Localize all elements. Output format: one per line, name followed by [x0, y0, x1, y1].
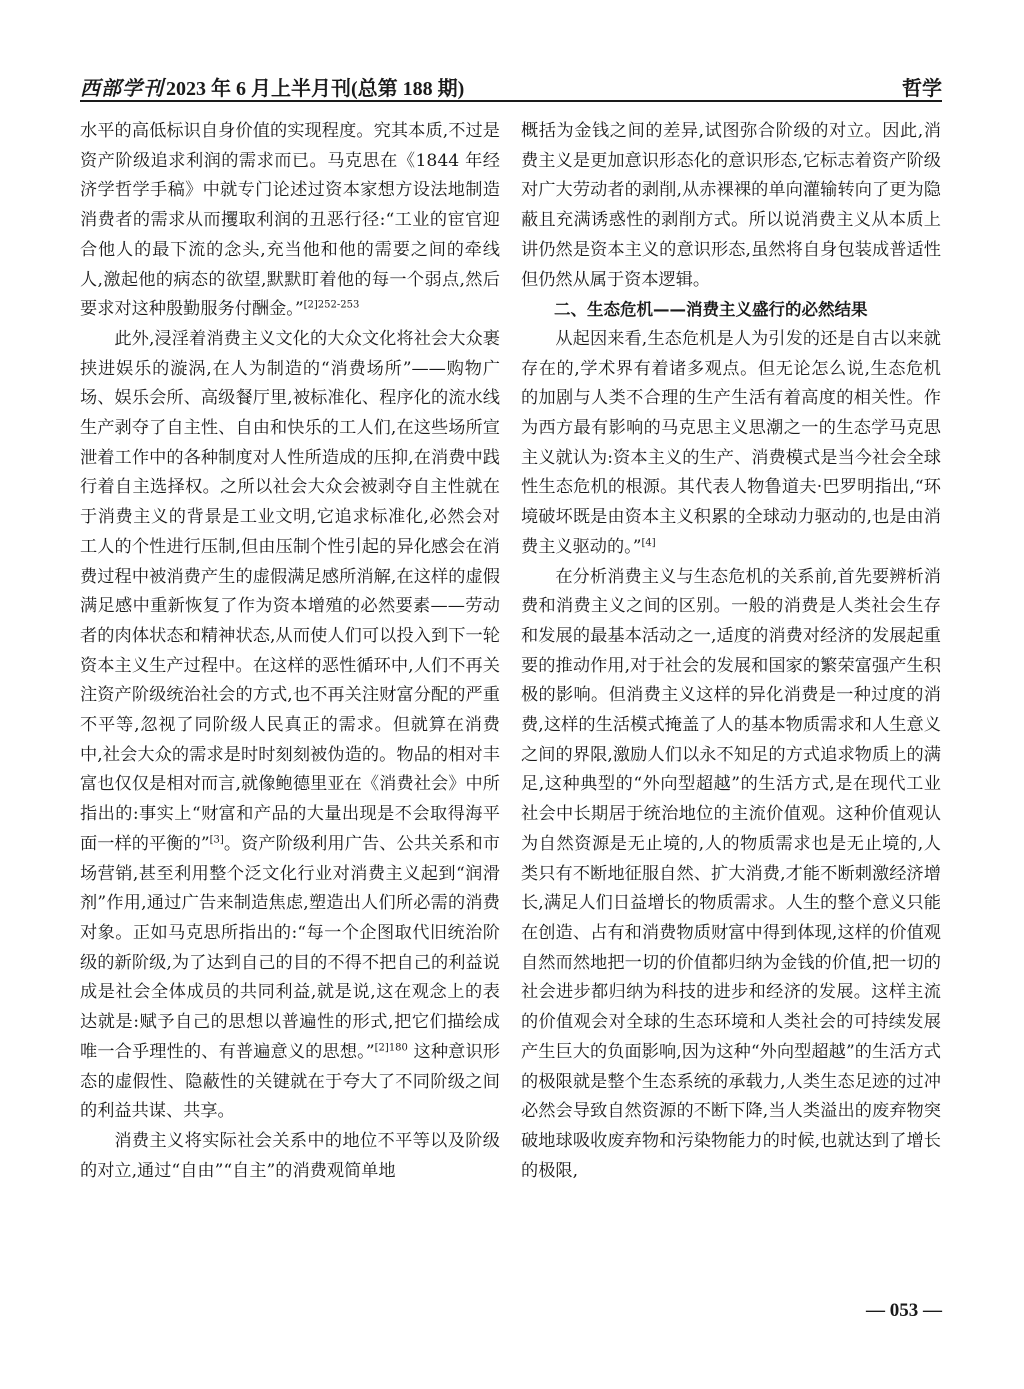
citation: [2]252-253 [303, 299, 360, 311]
right-column [521, 117, 941, 1186]
paragraph-text: 。资产阶级利用广告、公共关系和市场营销,甚至利用整个泛文化行业对消费主义起到“润滑剂”作用,通过广告来制造焦虑,塑造出人们所必需的消费对象。正如马克思所指出的:“每一个企图取代旧统治阶级的新阶级,为了达到自己的目的不得不把自己的利益说成是社会全体成员的共同利益,就是说,这在观念上的表达就是:赋予自己的思想以普遍性的形式,把它们描绘成唯一合乎理性的、有普遍意义的思想。” [80, 833, 500, 1062]
paragraph [80, 325, 500, 1127]
page-number: — 053 — [866, 1300, 942, 1321]
section-label: 哲学 [902, 78, 942, 100]
left-column [80, 117, 500, 1186]
issue-info: 2023 年 6 月上半月刊(总第 188 期) [166, 78, 465, 100]
citation: [2]180 [374, 1042, 408, 1054]
paragraph-text: 从起因来看,生态危机是人为引发的还是自古以来就存在的,学术界有着诸多观点。但无论怎么说,生态危机的加剧与人类不合理的生产生活有着高度的相关性。作为西方最有影响的马克思主义思潮之一的生态学马克思主义就认为:资本主义的生产、消费模式是当今社会全球性生态危机的根源。其代表人物鲁道夫·巴罗明指出,“环境破坏既是由资本主义积累的全球动力驱动的,也是由消费主义驱动的。” [521, 328, 941, 557]
paragraph: 在分析消费主义与生态危机的关系前,首先要辨析消费和消费主义之间的区别。一般的消费是人类社会生存和发展的最基本活动之一,适度的消费对经济的发展起重要的推动作用,对于社会的发展和国家的繁荣富强产生积极的影响。但消费主义这样的异化消费是一种过度的消费,这样的生活模式掩盖了人的基本物质需求和人生意义之间的界限,激励人们以永不知足的方式追求物质上的满足,这种典型的“外向型超越”的生活方式,是在现代工业社会中长期居于统治地位的主流价值观。这种价值观认为自然资源是无止境的,人的物质需求也是无止境的,人类只有不断地征服自然、扩大消费,才能不断刺激经济增长,满足人们日益增长的物质需求。人生的整个意义只能在创造、占有和消费物质财富中得到体现,这样的价值观自然而然地把一切的价值都归纳为金钱的价值,把一切的社会进步都归纳为科技的进步和经济的发展。这样主流的价值观会对全球的生态环境和人类社会的可持续发展产生巨大的负面影响,因为这种“外向型超越”的生活方式的极限就是整个生态系统的承载力,人类生态足迹的过冲必然会导致自然资源的不断下降,当人类溢出的废弃物突破地球吸收废弃物和污染物能力的时候,也就达到了增长的极限, [521, 566, 941, 1181]
running-header [80, 72, 942, 102]
paragraph-text: 此外,浸淫着消费主义文化的大众文化将社会大众裹挟进娱乐的漩涡,在人为制造的“消费场所”——购物广场、娱乐会所、高级餐厅里,被标准化、程序化的流水线生产剥夺了自主性、自由和快乐的工人们,在这些场所宣泄着工作中的各种制度对人性所造成的压抑,在消费中践行着自主选择权。之所以社会大众会被剥夺自主性就在于消费主义的背景是工业文明,它追求标准化,必然会对工人的个性进行压制,但由压制个性引起的异化感会在消费过程中被消费产生的虚假满足感所消解,在这样的虚假满足感中重新恢复了作为资本增殖的必然要素——劳动者的肉体状态和精神状态,从而使人们可以投入到下一轮资本主义生产过程中。在这样的恶性循环中,人们不再关注资产阶级统治社会的方式,也不再关注财富分配的严重不平等,忽视了同阶级人民真正的需求。但就算在消费中,社会大众的需求是时时刻刻被伪造的。物品的相对丰富也仅仅是相对而言,就像鲍德里亚在《消费社会》中所指出的:事实上“财富和产品的大量出现是不会取得海平面一样的平衡的” [80, 328, 500, 854]
paragraph: 消费主义将实际社会关系中的地位不平等以及阶级的对立,通过“自由”“自主”的消费观简单地 [80, 1130, 500, 1181]
paragraph: 概括为金钱之间的差异,试图弥合阶级的对立。因此,消费主义是更加意识形态化的意识形态,它标志着资产阶级对广大劳动者的剥削,从赤裸裸的单向灌输转向了更为隐蔽且充满诱惑性的剥削方式。所以说消费主义从本质上讲仍然是资本主义的意识形态,虽然将自身包装成普适性但仍然从属于资本逻辑。 [521, 121, 941, 290]
citation: [3] [209, 834, 224, 846]
paragraph [521, 325, 941, 563]
paragraph-text: 水平的高低标识自身价值的实现程度。究其本质,不过是资产阶级追求利润的需求而已。马克思在《1844 年经济学哲学手稿》中就专门论述过资本家想方设法地制造消费者的需求从而攫取利润的丑恶行径:“工业的宦官迎合他人的最下流的念头,充当他和他的需要之间的牵线人,激起他的病态的欲望,默默盯着他的每一个弱点,然后要求对这种殷勤服务付酬金。” [80, 121, 500, 320]
journal-logo: 西部学刊 [80, 78, 164, 100]
section-heading: 二、生态危机——消费主义盛行的必然结果 [554, 300, 868, 320]
paragraph [80, 117, 500, 325]
journal-title [80, 72, 464, 101]
paragraph-text: 这种意识形态的虚假性、隐蔽性的关键就在于夸大了不同阶级之间的利益共谋、共享。 [80, 1041, 500, 1122]
citation: [4] [641, 537, 656, 549]
